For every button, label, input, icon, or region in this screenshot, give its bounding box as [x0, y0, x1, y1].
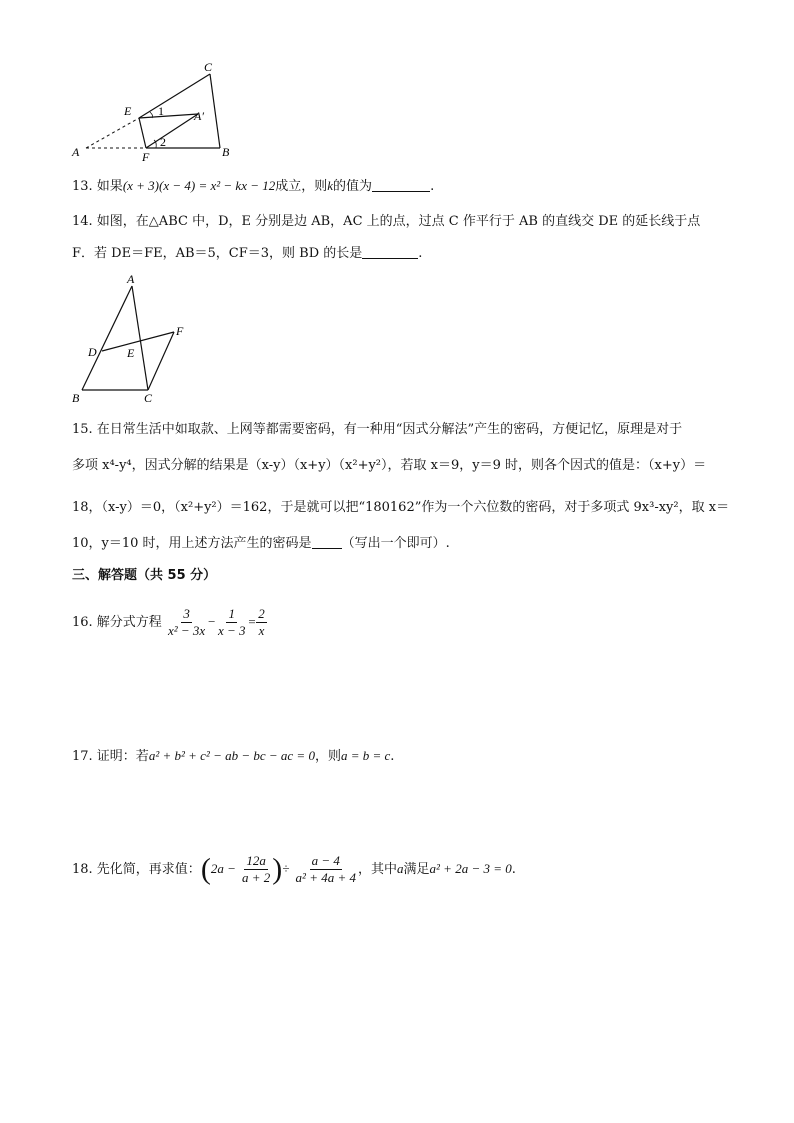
q13-equation: (x + 3)(x − 4) = x² − kx − 12	[122, 178, 276, 193]
q17-end: .	[390, 749, 395, 764]
label-d: D	[88, 345, 97, 359]
figure-fold-triangle	[64, 60, 244, 164]
label-b: B	[72, 391, 80, 405]
label-a: A	[127, 274, 135, 286]
question-15-line-1: 15. 在日常生活中如取款、上网等都需要密码，有一种用“因式分解法”产生的密码，方便记忆，原理是对于	[72, 422, 683, 437]
q18-f2-numerator: a − 4	[311, 853, 340, 868]
q17-label: 17. 证明：若	[72, 749, 149, 764]
q15-text: 10，y＝10 时，用上述方法产生的密码是	[72, 536, 312, 551]
question-14-line-2	[72, 244, 422, 264]
segment-ac	[132, 286, 148, 390]
label-b: B	[222, 145, 230, 159]
q18-var: a	[397, 861, 404, 876]
q16-equals: =	[247, 614, 257, 629]
section-3-title: 三、解答题（共 55 分）	[72, 568, 217, 583]
q18-divide: ÷	[282, 861, 290, 876]
q13-tail: 的值为	[333, 179, 373, 194]
question-14-line-1: 14. 如图，在△ABC 中，D，E 分别是边 AB，AC 上的点，过点 C 作平行于 AB 的直线交 DE 的延长线于点	[72, 214, 701, 229]
q16-f3-denominator: x	[258, 623, 265, 638]
figure-triangle-parallel	[66, 274, 196, 408]
q13-answer-blank[interactable]	[372, 177, 430, 192]
question-17	[72, 746, 394, 767]
question-15-line-4	[72, 534, 450, 554]
q17-conclusion: a = b = c	[340, 748, 391, 763]
segment-cf	[148, 332, 174, 390]
q14-answer-blank[interactable]	[362, 244, 418, 259]
segment-fa-prime	[146, 114, 198, 148]
q13-number: 13. 如果	[72, 179, 123, 194]
q16-fraction-3	[256, 606, 267, 639]
angle-1-label: 1	[158, 104, 164, 118]
label-a: A	[72, 145, 80, 159]
question-18	[72, 846, 516, 893]
q18-f2-denominator: a² + 4a + 4	[295, 870, 356, 885]
q16-f2-denominator: x − 3	[217, 623, 246, 638]
q18-label: 18. 先化简，再求值：	[72, 862, 201, 877]
q18-mid: ，其中	[358, 862, 398, 877]
q13-mid: 成立，则	[275, 179, 328, 194]
q16-f3-numerator: 2	[258, 606, 265, 621]
q18-end: .	[511, 862, 516, 877]
question-15-line-2: 多项 x⁴-y⁴，因式分解的结果是（x-y）（x+y）（x²+y²），若取 x＝9，y＝9 时，则各个因式的值是：（x+y）＝	[72, 458, 707, 473]
angle-2-label: 2	[160, 135, 166, 149]
q18-fraction-1	[240, 853, 272, 886]
q14-text: F．若 DE＝FE，AB＝5，CF＝3，则 BD 的长是	[72, 246, 363, 261]
label-c: C	[144, 391, 153, 405]
q15-answer-blank[interactable]	[312, 534, 342, 549]
segment-ef	[139, 118, 146, 148]
segment-cb	[210, 74, 220, 148]
q16-f1-numerator: 3	[183, 606, 190, 621]
q16-label: 16. 解分式方程	[72, 615, 162, 630]
question-13	[72, 176, 434, 197]
q16-fraction-2	[216, 606, 248, 639]
q17-expression: a² + b² + c² − ab − bc − ac = 0	[148, 748, 315, 763]
q18-lead: 2a −	[210, 861, 236, 876]
q13-k: k	[327, 178, 334, 193]
question-15-line-3: 18，（x-y）＝0，（x²+y²）＝162，于是就可以把“180162”作为一个六位数的密码，对于多项式 9x³-xy²，取 x＝	[72, 500, 730, 515]
segment-ea-prime	[139, 114, 198, 118]
segment-ab	[82, 286, 132, 390]
q13-end: .	[430, 179, 435, 194]
label-e: E	[124, 104, 132, 118]
label-c: C	[204, 60, 213, 74]
q18-left-paren: (	[200, 852, 211, 886]
q15-tail: （写出一个即可）.	[341, 536, 450, 551]
q18-fraction-2	[294, 853, 358, 886]
q14-end: .	[418, 246, 423, 261]
q17-mid: ，则	[314, 749, 341, 764]
q18-mid2: 满足	[403, 862, 430, 877]
q18-right-paren: )	[272, 852, 283, 886]
dashed-ae	[86, 118, 139, 148]
q16-minus: −	[207, 614, 216, 629]
label-f: F	[176, 324, 184, 338]
label-e: E	[127, 346, 135, 360]
segment-df	[102, 332, 174, 351]
q16-f1-denominator: x² − 3x	[167, 623, 206, 638]
label-a-prime: A′	[194, 109, 204, 123]
q16-fraction-1	[166, 606, 207, 639]
label-f: F	[142, 150, 150, 164]
q18-f1-numerator: 12a	[246, 853, 266, 868]
q16-f2-numerator: 1	[228, 606, 235, 621]
q18-condition: a² + 2a − 3 = 0	[429, 861, 512, 876]
question-16	[72, 600, 267, 645]
q18-f1-denominator: a + 2	[241, 870, 271, 885]
